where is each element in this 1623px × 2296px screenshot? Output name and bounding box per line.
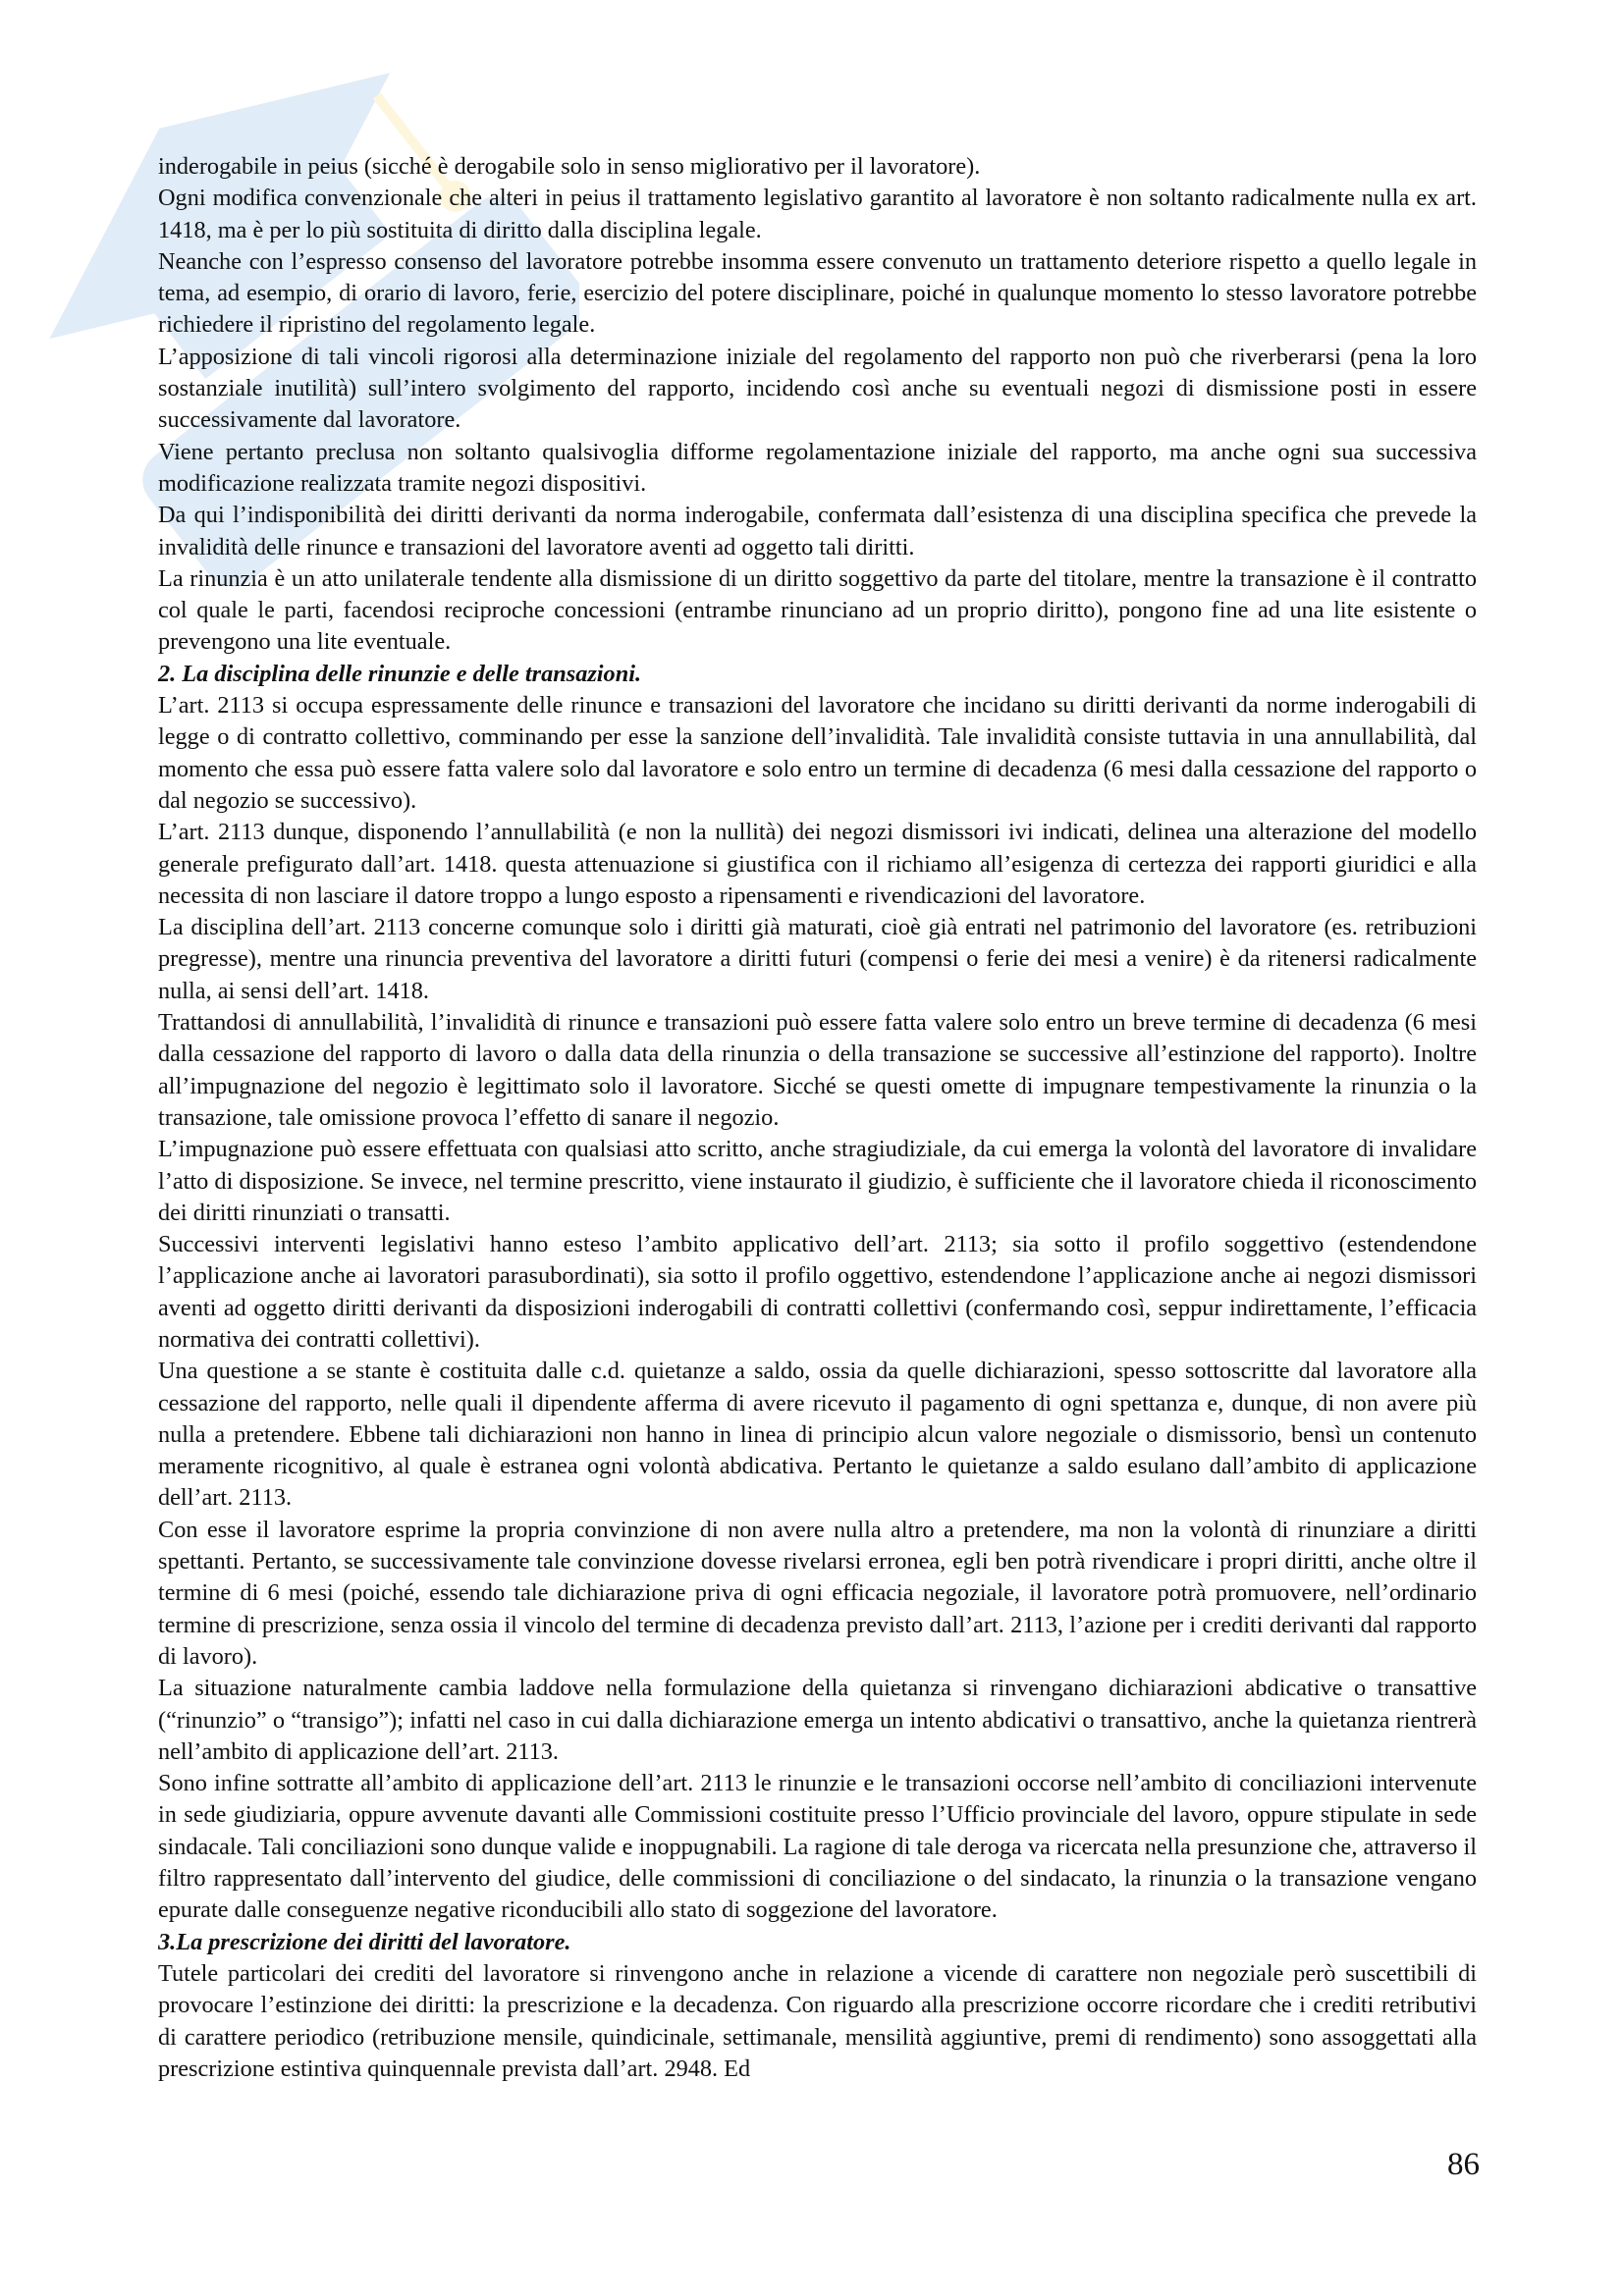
paragraph: Viene pertanto preclusa non soltanto qualsivoglia difforme regolamentazione iniziale del rapporto, ma anche ogni sua successiva modificazione realizzata tramite negozi dispositivi.	[158, 438, 1477, 497]
paragraph: Successivi interventi legislativi hanno esteso l’ambito applicativo dell’art. 2113; sia sotto il profilo soggettivo (estendendone l’applicazione anche ai lavoratori parasubordinati), sia sotto il profilo oggettivo, estendendone l’applicazione anche ai negozi dismissori aventi ad oggetto diritti derivanti da disposizioni inderogabili di contratti collettivi (confermando così, seppur indirettamente, l’efficacia normativa dei contratti collettivi).	[158, 1231, 1477, 1353]
paragraph: L’impugnazione può essere effettuata con qualsiasi atto scritto, anche stragiudiziale, da cui emerga la volontà del lavoratore di invalidare l’atto di disposizione. Se invece, nel termine prescritto, viene instaurato il giudizio, è sufficiente che il lavoratore chieda il riconoscimento dei diritti rinunziati o transatti.	[158, 1136, 1477, 1226]
paragraph: Con esse il lavoratore esprime la propria convinzione di non avere nulla altro a pretendere, ma non la volontà di rinunziare a diritti spettanti. Pertanto, se successivamente tale convinzione dovesse rivelarsi erronea, egli ben potrà rivendicare i propri diritti, anche oltre il termine di 6 mesi (poiché, essendo tale dichiarazione priva di ogni efficacia negoziale, il lavoratore potrà promuovere, nell’ordinario termine di prescrizione, senza ossia il vincolo del termine di decadenza previsto dall’art. 2113, l’azione per i crediti derivanti dal rapporto di lavoro).	[158, 1516, 1477, 1670]
paragraph: inderogabile in peius (sicché è derogabile solo in senso migliorativo per il lavoratore).	[158, 153, 981, 180]
section-heading-2: 2. La disciplina delle rinunzie e delle transazioni.	[158, 660, 642, 687]
paragraph: La rinunzia è un atto unilaterale tendente alla dismissione di un diritto soggettivo da parte del titolare, mentre la transazione è il contratto col quale le parti, facendosi reciproche concessioni (entrambe rinunciano ad un proprio diritto), pongono fine ad una lite esistente o prevengono una lite eventuale.	[158, 564, 1477, 656]
paragraph: Sono infine sottratte all’ambito di applicazione dell’art. 2113 le rinunzie e le transazioni occorse nell’ambito di conciliazioni intervenute in sede giudiziaria, oppure avvenute davanti alle Commissioni costituite presso l’Ufficio provinciale del lavoro, oppure stipulate in sede sindacale. Tali conciliazioni sono dunque valide e inoppugnabili. La ragione di tale deroga va ricercata nella presunzione che, attraverso il filtro rappresentato dall’intervento del giudice, delle commissioni di conciliazione o del sindacato, la rinunzia o la transazione vengano epurate dalle conseguenze negative riconducibili allo stato di soggezione del lavoratore.	[158, 1770, 1477, 1924]
section-heading-3: 3.La prescrizione dei diritti del lavoratore.	[158, 1928, 571, 1955]
paragraph: La disciplina dell’art. 2113 concerne comunque solo i diritti già maturati, cioè già entrati nel patrimonio del lavoratore (es. retribuzioni pregresse), mentre una rinuncia preventiva del lavoratore a diritti futuri (compensi o ferie dei mesi a venire) è da ritenersi radicalmente nulla, ai sensi dell’art. 1418.	[158, 914, 1477, 1004]
paragraph: L’apposizione di tali vincoli rigorosi alla determinazione iniziale del regolamento del rapporto non può che riverberarsi (pena la loro sostanziale inutilità) sull’intero svolgimento del rapporto, incidendo così anche su eventuali negozi di dismissione posti in essere successivamente dal lavoratore.	[158, 343, 1477, 434]
paragraph: Tutele particolari dei crediti del lavoratore si rinvengono anche in relazione a vicende di carattere non negoziale però suscettibili di provocare l’estinzione dei diritti: la prescrizione e la decadenza. Con riguardo alla prescrizione occorre ricordare che i crediti retributivi di carattere periodico (retribuzione mensile, quindicinale, settimanale, mensilità aggiuntive, premi di rendimento) sono assoggettati alla prescrizione estintiva quinquennale prevista dall’art. 2948. Ed	[158, 1959, 1477, 2082]
paragraph: La situazione naturalmente cambia laddove nella formulazione della quietanza si rinvengano dichiarazioni abdicative o transattive (“rinunzio” o “transigo”); infatti nel caso in cui dalla dichiarazione emerga un intento abdicativi o transattivo, anche la quietanza rientrerà nell’ambito di applicazione dell’art. 2113.	[158, 1675, 1477, 1765]
document-page	[158, 151, 1477, 2085]
page-number: 86	[1447, 2147, 1480, 2182]
paragraph: Neanche con l’espresso consenso del lavoratore potrebbe insomma essere convenuto un trattamento deteriore rispetto a quello legale in tema, ad esempio, di orario di lavoro, ferie, esercizio del potere disciplinare, poiché in qualunque momento lo stesso lavoratore potrebbe richiedere il ripristino del regolamento legale.	[158, 247, 1477, 339]
paragraph: L’art. 2113 si occupa espressamente delle rinunce e transazioni del lavoratore che incidano su diritti derivanti da norme inderogabili di legge o di contratto collettivo, comminando per esse la sanzione dell’invalidità. Tale invalidità consiste tuttavia in una annullabilità, dal momento che essa può essere fatta valere solo dal lavoratore e solo entro un termine di decadenza (6 mesi dalla cessazione del rapporto o dal negozio se successivo).	[158, 692, 1477, 814]
paragraph: Da qui l’indisponibilità dei diritti derivanti da norma inderogabile, confermata dall’esistenza di una disciplina specifica che prevede la invalidità delle rinunce e transazioni del lavoratore aventi ad oggetto tali diritti.	[158, 502, 1477, 561]
paragraph: Ogni modifica convenzionale che alteri in peius il trattamento legislativo garantito al lavoratore è non soltanto radicalmente nulla ex art. 1418, ma è per lo più sostituita di diritto dalla disciplina legale.	[158, 185, 1477, 243]
paragraph: L’art. 2113 dunque, disponendo l’annullabilità (e non la nullità) dei negozi dismissori ivi indicati, delinea una alterazione del modello generale prefigurato dall’art. 1418. questa attenuazione si giustifica con il richiamo all’esigenza di certezza dei rapporti giuridici e alla necessita di non lasciare il datore troppo a lungo esposto a ripensamenti e rivendicazioni del lavoratore.	[158, 819, 1477, 909]
paragraph: Trattandosi di annullabilità, l’invalidità di rinunce e transazioni può essere fatta valere solo entro un breve termine di decadenza (6 mesi dalla cessazione del rapporto di lavoro o dalla data della rinunzia o della transazione se successive all’estinzione del rapporto). Inoltre all’impugnazione del negozio è legittimato solo il lavoratore. Sicché se questi omette di impugnare tempestivamente la rinunzia o la transazione, tale omissione provoca l’effetto di sanare il negozio.	[158, 1009, 1477, 1131]
paragraph: Una questione a se stante è costituita dalle c.d. quietanze a saldo, ossia da quelle dichiarazioni, spesso sottoscritte dal lavoratore alla cessazione del rapporto, nelle quali il dipendente afferma di avere ricevuto il pagamento di ogni spettanza e, dunque, di non avere più nulla a pretendere. Ebbene tali dichiarazioni non hanno in linea di principio alcun valore negoziale o dismissorio, bensì un contenuto meramente ricognitivo, al quale è estranea ogni volontà abdicativa. Pertanto le quietanze a saldo esulano dall’ambito di applicazione dell’art. 2113.	[158, 1358, 1477, 1512]
